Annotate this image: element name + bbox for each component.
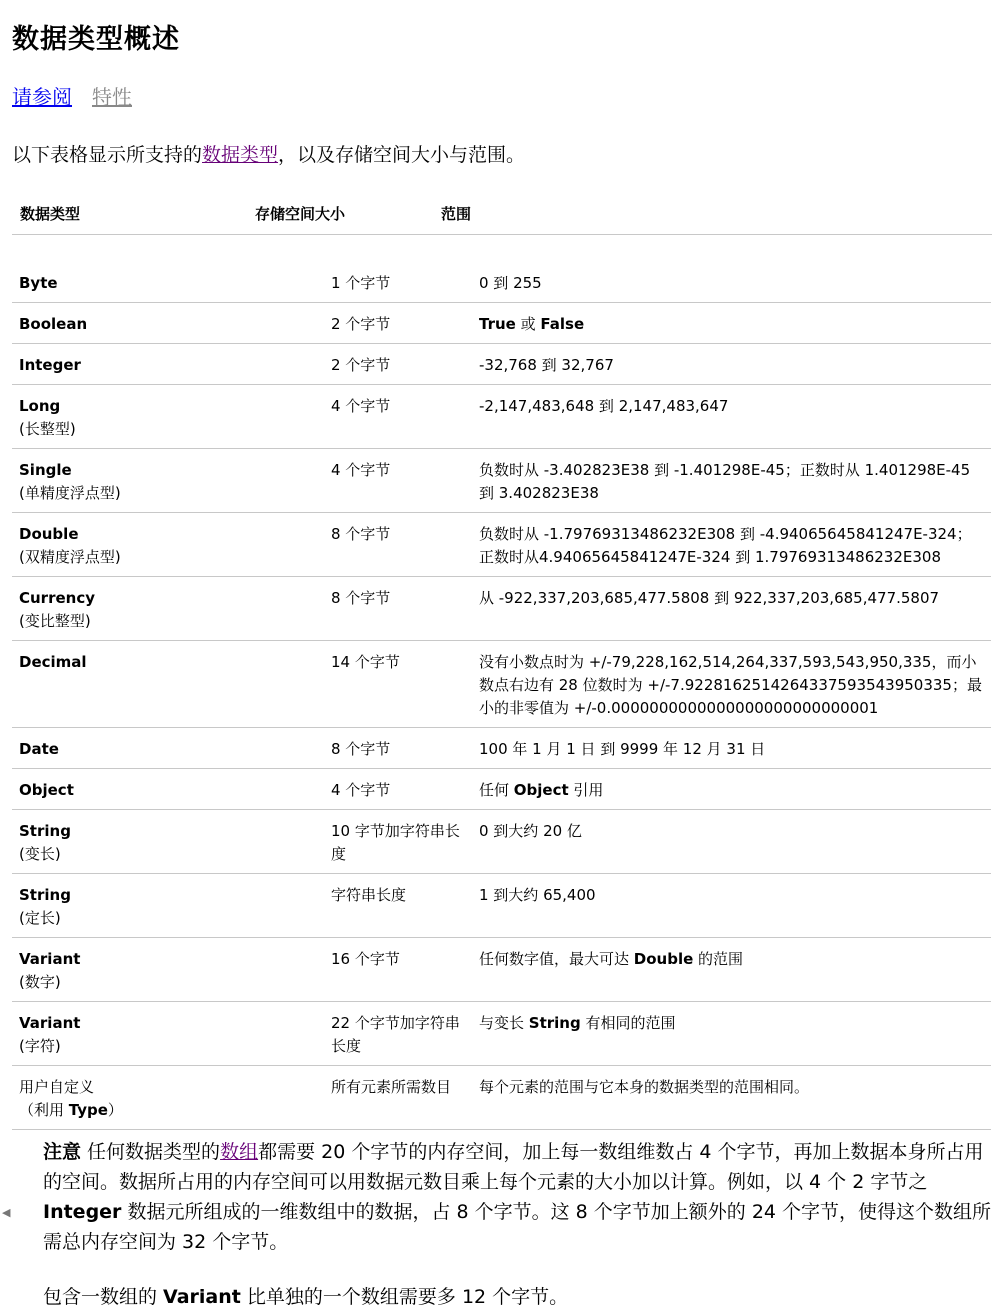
table-row: [12, 1066, 991, 1130]
type-subtitle: (变长): [19, 845, 61, 863]
table-row: [12, 874, 991, 938]
type-name: Single: [19, 461, 72, 479]
type-range: 从 -922,337,203,685,477.5808 到 922,337,203,685,477.5807: [472, 577, 991, 641]
type-name: Long: [19, 397, 61, 415]
range-bold: False: [540, 315, 585, 333]
type-size: 10 字节加字符串长度: [324, 810, 472, 874]
type-subtitle: (字符): [19, 1037, 61, 1055]
type-name: 用户自定义: [19, 1078, 95, 1096]
type-size: 2 个字节: [324, 344, 472, 385]
table-row: [12, 641, 991, 728]
type-size: 字符串长度: [324, 874, 472, 938]
type-size: 所有元素所需数目: [324, 1066, 472, 1130]
table-row: [12, 728, 991, 769]
note-paragraph: [43, 1137, 995, 1257]
subtitle-text: （利用: [19, 1101, 69, 1119]
note-label: 注意: [43, 1141, 82, 1163]
array-link[interactable]: 数组: [220, 1141, 259, 1163]
data-types-link[interactable]: 数据类型: [202, 144, 279, 166]
type-subtitle: (长整型): [19, 420, 76, 438]
type-size: 8 个字节: [324, 728, 472, 769]
type-range: [472, 303, 991, 344]
see-also-bar: [12, 83, 152, 111]
type-subtitle: [19, 1099, 316, 1122]
intro-paragraph: [12, 141, 525, 169]
table-row: [12, 344, 991, 385]
type-size: 14 个字节: [324, 641, 472, 728]
type-range: 负数时从 -1.79769313486232E308 到 -4.94065645841247E-324；正数时从4.94065645841247E-324 到 1.79769313486232E308: [472, 513, 991, 577]
type-range: 0 到 255: [472, 262, 991, 303]
type-range: 1 到大约 65,400: [472, 874, 991, 938]
type-subtitle: (定长): [19, 909, 61, 927]
type-range: [472, 1002, 991, 1066]
note2-bold: Variant: [163, 1286, 241, 1308]
type-name: Integer: [19, 356, 81, 374]
range-text: 引用: [568, 781, 604, 799]
type-size: 8 个字节: [324, 513, 472, 577]
range-text: 有相同的范围: [580, 1014, 676, 1032]
table-row: [12, 303, 991, 344]
table-row: [12, 385, 991, 449]
type-size: 8 个字节: [324, 577, 472, 641]
type-name: Variant: [19, 1014, 81, 1032]
table-row: [12, 513, 991, 577]
variant-note-paragraph: [43, 1282, 568, 1312]
data-types-table: [12, 262, 991, 1130]
type-subtitle: (变比整型): [19, 612, 91, 630]
type-name: String: [19, 822, 71, 840]
scroll-left-arrow-icon[interactable]: ◀: [2, 1206, 11, 1219]
subtitle-bold: Type: [68, 1101, 108, 1119]
type-name: Date: [19, 740, 59, 758]
subtitle-text: ）: [107, 1101, 123, 1119]
type-range: 0 到大约 20 亿: [472, 810, 991, 874]
note-text: 都需要 20 个字节的内存空间，加上每一数组维数占 4 个字节，再加上数据本身所占用的空间。数据所占用的内存空间可以用数据元数目乘上每个元素的大小加以计算。例如，以 4 个 2 字节之: [43, 1141, 984, 1193]
intro-text-before: 以下表格显示所支持的: [12, 144, 203, 166]
type-range: [472, 769, 991, 810]
type-size: 4 个字节: [324, 769, 472, 810]
page-title: 数据类型概述: [12, 24, 180, 55]
type-name: Decimal: [19, 653, 87, 671]
type-size: 4 个字节: [324, 385, 472, 449]
header-type: 数据类型: [20, 205, 81, 223]
range-bold: True: [479, 315, 516, 333]
range-text: 任何: [479, 781, 514, 799]
note2-text: 包含一数组的: [43, 1286, 164, 1308]
table-row: [12, 449, 991, 513]
type-range: 没有小数点时为 +/-79,228,162,514,264,337,593,543,950,335，而小数点右边有 28 位数时为 +/-7.9228162514264337593543950335；最小的非零值为 +/-0.0000000000000000000000000001: [472, 641, 991, 728]
range-text: 任何数字值，最大可达: [479, 950, 634, 968]
type-range: -2,147,483,648 到 2,147,483,647: [472, 385, 991, 449]
range-bold: Object: [513, 781, 569, 799]
type-name: Object: [19, 781, 74, 799]
table-row: [12, 810, 991, 874]
type-range: 100 年 1 月 1 日 到 9999 年 12 月 31 日: [472, 728, 991, 769]
note-text: 任何数据类型的: [81, 1141, 221, 1163]
type-name: Currency: [19, 589, 96, 607]
type-name: Variant: [19, 950, 81, 968]
type-size: 2 个字节: [324, 303, 472, 344]
note-text: 数据元所组成的一维数组中的数据，占 8 个字节。这 8 个字节加上额外的 24 个字节，使得这个数组所需总内存空间为 32 个字节。: [43, 1201, 992, 1253]
range-text: 的范围: [693, 950, 744, 968]
type-range: -32,768 到 32,767: [472, 344, 991, 385]
type-subtitle: (双精度浮点型): [19, 548, 121, 566]
note2-text: 比单独的一个数组需要多 12 个字节。: [240, 1286, 569, 1308]
type-range: 每个元素的范围与它本身的数据类型的范围相同。: [472, 1066, 991, 1130]
type-size: 1 个字节: [324, 262, 472, 303]
type-size: 4 个字节: [324, 449, 472, 513]
note-bold: Integer: [43, 1201, 122, 1223]
range-bold: String: [528, 1014, 581, 1032]
range-bold: Double: [633, 950, 694, 968]
table-row: [12, 1002, 991, 1066]
table-header: [12, 198, 992, 235]
range-text: 与变长: [479, 1014, 529, 1032]
table-row: [12, 262, 991, 303]
see-also-link[interactable]: 请参阅: [12, 85, 72, 109]
type-subtitle: (单精度浮点型): [19, 484, 121, 502]
type-name: Boolean: [19, 315, 88, 333]
type-name: Double: [19, 525, 79, 543]
type-range: [472, 938, 991, 1002]
properties-link[interactable]: 特性: [92, 85, 132, 109]
header-range: 范围: [441, 205, 472, 223]
type-range: 负数时从 -3.402823E38 到 -1.401298E-45；正数时从 1.401298E-45 到 3.402823E38: [472, 449, 991, 513]
type-subtitle: (数字): [19, 973, 61, 991]
type-size: 16 个字节: [324, 938, 472, 1002]
table-row: [12, 577, 991, 641]
type-name: String: [19, 886, 71, 904]
range-text: 或: [515, 315, 541, 333]
table-row: [12, 938, 991, 1002]
header-size: 存储空间大小: [255, 205, 346, 223]
intro-text-after: ，以及存储空间大小与范围。: [278, 144, 526, 166]
type-name: Byte: [19, 274, 58, 292]
type-size: 22 个字节加字符串长度: [324, 1002, 472, 1066]
table-row: [12, 769, 991, 810]
